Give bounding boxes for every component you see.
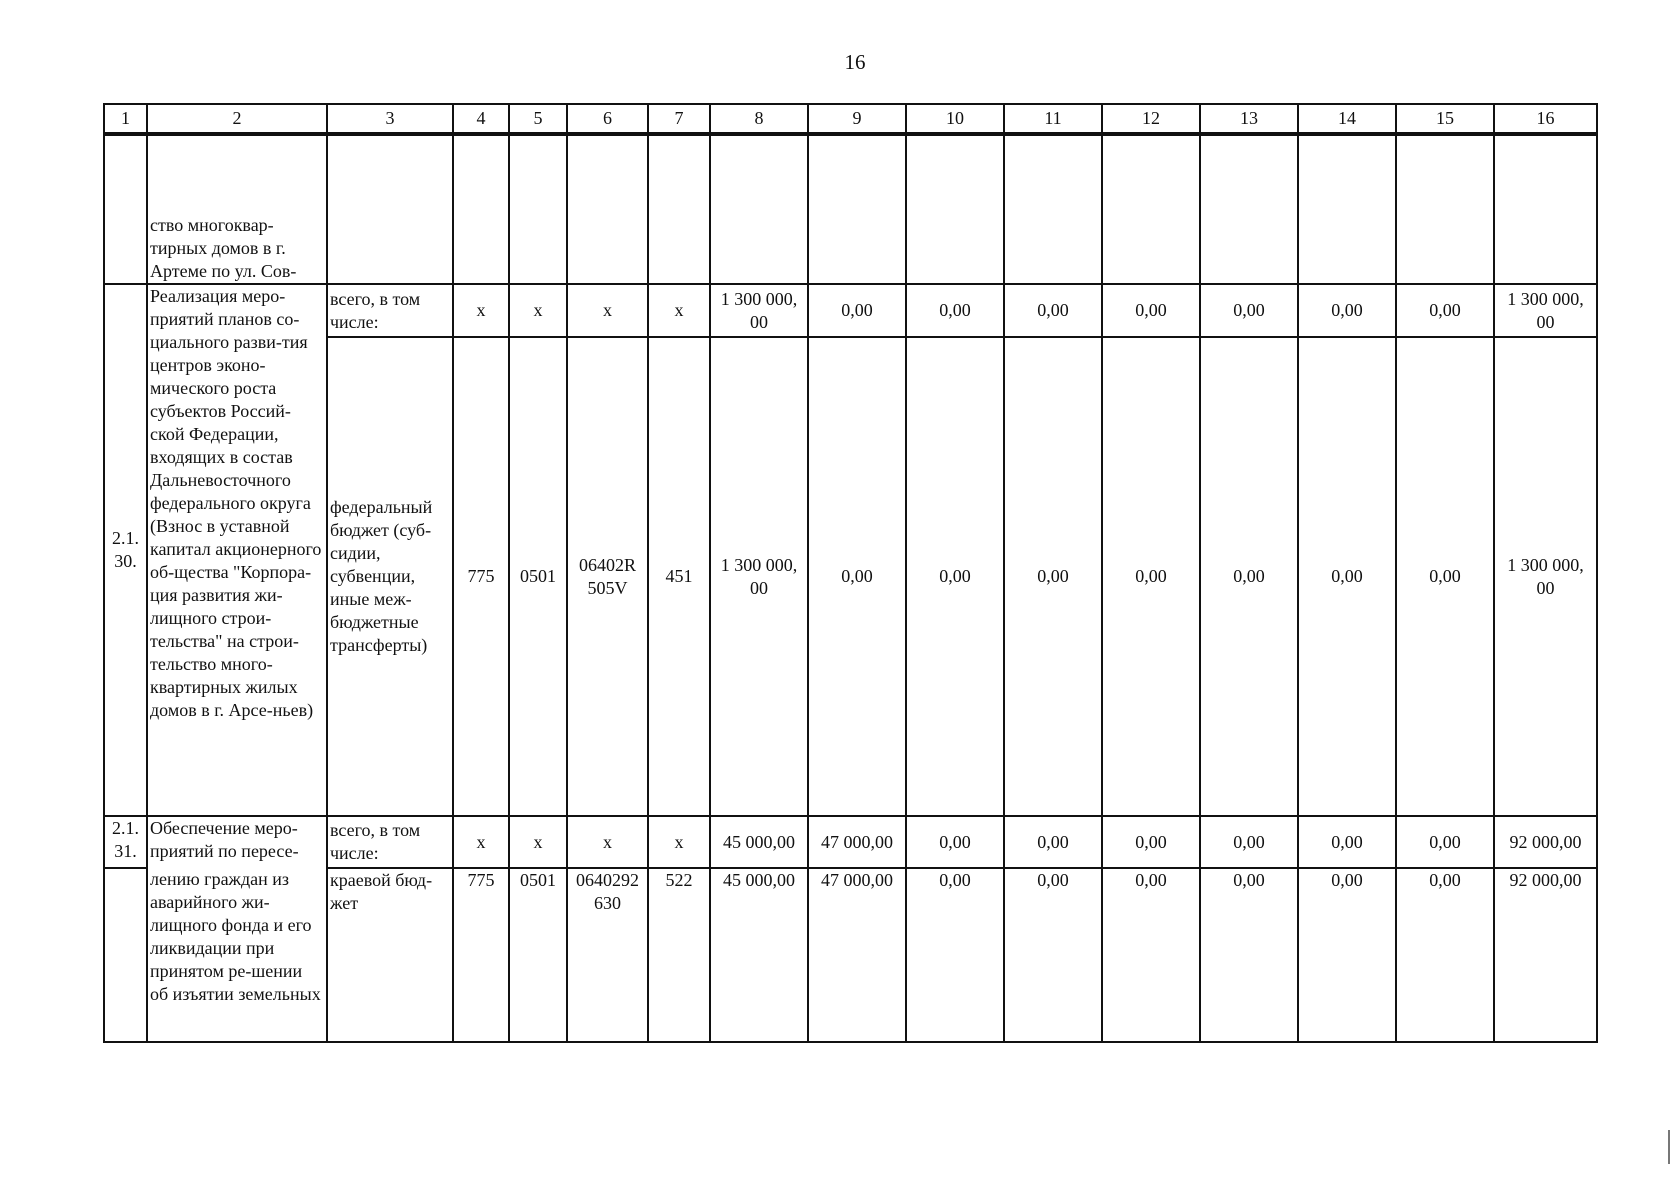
- amount-cell: 47 000,00: [808, 816, 906, 868]
- table-cell: [1396, 134, 1494, 284]
- table-cell: x: [648, 284, 710, 337]
- table-cell: x: [567, 284, 648, 337]
- item-name-continued: ство многоквар-тирных домов в г. Артеме по ул. Сов-: [147, 134, 327, 284]
- amount-cell: 1 300 000, 00: [710, 337, 808, 816]
- table-cell: 0501: [509, 868, 567, 1042]
- amount-cell: 0,00: [906, 284, 1004, 337]
- amount-cell: 0,00: [1298, 284, 1396, 337]
- amount-cell: 0,00: [1298, 868, 1396, 1042]
- item-name: Реализация меро-приятий планов со-циального разви-тия центров эконо-мического роста субъектов Россий-ской Федерации, входящих в состав Дальневосточного федерального округа (Взнос в уставной капитал акционерного об-щества "Корпора-ция развития жи-лищного строи-тельства" на строи-тельство много-квартирных жилых домов в г. Арсе-ньев): [147, 284, 327, 816]
- table-row: [104, 868, 1597, 1042]
- table-cell: 522: [648, 868, 710, 1042]
- header-cell: 6: [567, 104, 648, 134]
- table-cell: 775: [453, 337, 509, 816]
- amount-cell: 0,00: [808, 284, 906, 337]
- header-cell: 15: [1396, 104, 1494, 134]
- header-cell: 9: [808, 104, 906, 134]
- amount-cell: 0,00: [1298, 816, 1396, 868]
- table-cell: [1004, 134, 1102, 284]
- table-header-row: [104, 104, 1597, 134]
- amount-cell: 92 000,00: [1494, 816, 1597, 868]
- table-cell: [906, 134, 1004, 284]
- header-cell: 13: [1200, 104, 1298, 134]
- table-cell: x: [453, 284, 509, 337]
- table-cell: x: [567, 816, 648, 868]
- amount-cell: 0,00: [906, 868, 1004, 1042]
- amount-cell: 0,00: [1004, 868, 1102, 1042]
- scan-edge-mark: [1668, 1130, 1670, 1164]
- header-cell: 14: [1298, 104, 1396, 134]
- table-cell: 0501: [509, 337, 567, 816]
- table-cell: [1494, 134, 1597, 284]
- table-cell: x: [509, 816, 567, 868]
- item-name-continued: лению граждан из аварийного жи-лищного фонда и его ликвидации при принятом ре-шении об изъятии земельных: [147, 868, 327, 1042]
- table-cell: [1102, 134, 1200, 284]
- table-cell: [453, 134, 509, 284]
- funding-source: всего, в том числе:: [327, 816, 453, 868]
- amount-cell: 0,00: [1396, 816, 1494, 868]
- header-cell: 8: [710, 104, 808, 134]
- funding-source: краевой бюд-жет: [327, 868, 453, 1042]
- budget-table: [103, 103, 1598, 1043]
- table-cell: [1298, 134, 1396, 284]
- funding-source: федеральный бюджет (суб-сидии, субвенции, иные меж-бюджетные трансферты): [327, 337, 453, 816]
- table-cell: [710, 134, 808, 284]
- table-cell: [104, 868, 147, 1042]
- amount-cell: 0,00: [1298, 337, 1396, 816]
- header-cell: 2: [147, 104, 327, 134]
- amount-cell: 0,00: [1102, 337, 1200, 816]
- header-cell: 5: [509, 104, 567, 134]
- header-cell: 11: [1004, 104, 1102, 134]
- amount-cell: 0,00: [1102, 868, 1200, 1042]
- amount-cell: 0,00: [1102, 284, 1200, 337]
- amount-cell: 0,00: [1200, 337, 1298, 816]
- table-cell: [648, 134, 710, 284]
- table-cell: [509, 134, 567, 284]
- table-cell: x: [509, 284, 567, 337]
- amount-cell: 0,00: [906, 337, 1004, 816]
- amount-cell: 0,00: [1200, 284, 1298, 337]
- header-cell: 16: [1494, 104, 1597, 134]
- amount-cell: 0,00: [1396, 868, 1494, 1042]
- table-row: [104, 337, 1597, 816]
- header-cell: 3: [327, 104, 453, 134]
- item-number: 2.1. 30.: [104, 284, 147, 816]
- table-row: [104, 134, 1597, 284]
- table-cell: [104, 134, 147, 284]
- amount-cell: 0,00: [1004, 816, 1102, 868]
- amount-cell: 0,00: [808, 337, 906, 816]
- amount-cell: 47 000,00: [808, 868, 906, 1042]
- header-cell: 4: [453, 104, 509, 134]
- table-cell: [567, 134, 648, 284]
- funding-source: всего, в том числе:: [327, 284, 453, 337]
- table-cell: 06402R 505V: [567, 337, 648, 816]
- amount-cell: 45 000,00: [710, 868, 808, 1042]
- amount-cell: 45 000,00: [710, 816, 808, 868]
- amount-cell: 92 000,00: [1494, 868, 1597, 1042]
- header-cell: 10: [906, 104, 1004, 134]
- amount-cell: 0,00: [1200, 868, 1298, 1042]
- item-number: 2.1. 31.: [104, 816, 147, 868]
- amount-cell: 1 300 000, 00: [1494, 337, 1597, 816]
- amount-cell: 0,00: [906, 816, 1004, 868]
- table-cell: 0640292 630: [567, 868, 648, 1042]
- header-cell: 12: [1102, 104, 1200, 134]
- amount-cell: 0,00: [1004, 284, 1102, 337]
- header-cell: 1: [104, 104, 147, 134]
- header-cell: 7: [648, 104, 710, 134]
- table-cell: 775: [453, 868, 509, 1042]
- amount-cell: 0,00: [1396, 284, 1494, 337]
- table-cell: x: [648, 816, 710, 868]
- amount-cell: 1 300 000, 00: [710, 284, 808, 337]
- table-cell: [808, 134, 906, 284]
- table-cell: [327, 134, 453, 284]
- table-cell: 451: [648, 337, 710, 816]
- amount-cell: 0,00: [1200, 816, 1298, 868]
- amount-cell: 0,00: [1396, 337, 1494, 816]
- amount-cell: 0,00: [1004, 337, 1102, 816]
- table-cell: x: [453, 816, 509, 868]
- amount-cell: 1 300 000, 00: [1494, 284, 1597, 337]
- table-cell: [1200, 134, 1298, 284]
- item-name: Обеспечение меро-приятий по пересе-: [147, 816, 327, 868]
- table-row: [104, 816, 1597, 868]
- amount-cell: 0,00: [1102, 816, 1200, 868]
- table-row: [104, 284, 1597, 337]
- page-number: 16: [844, 50, 866, 74]
